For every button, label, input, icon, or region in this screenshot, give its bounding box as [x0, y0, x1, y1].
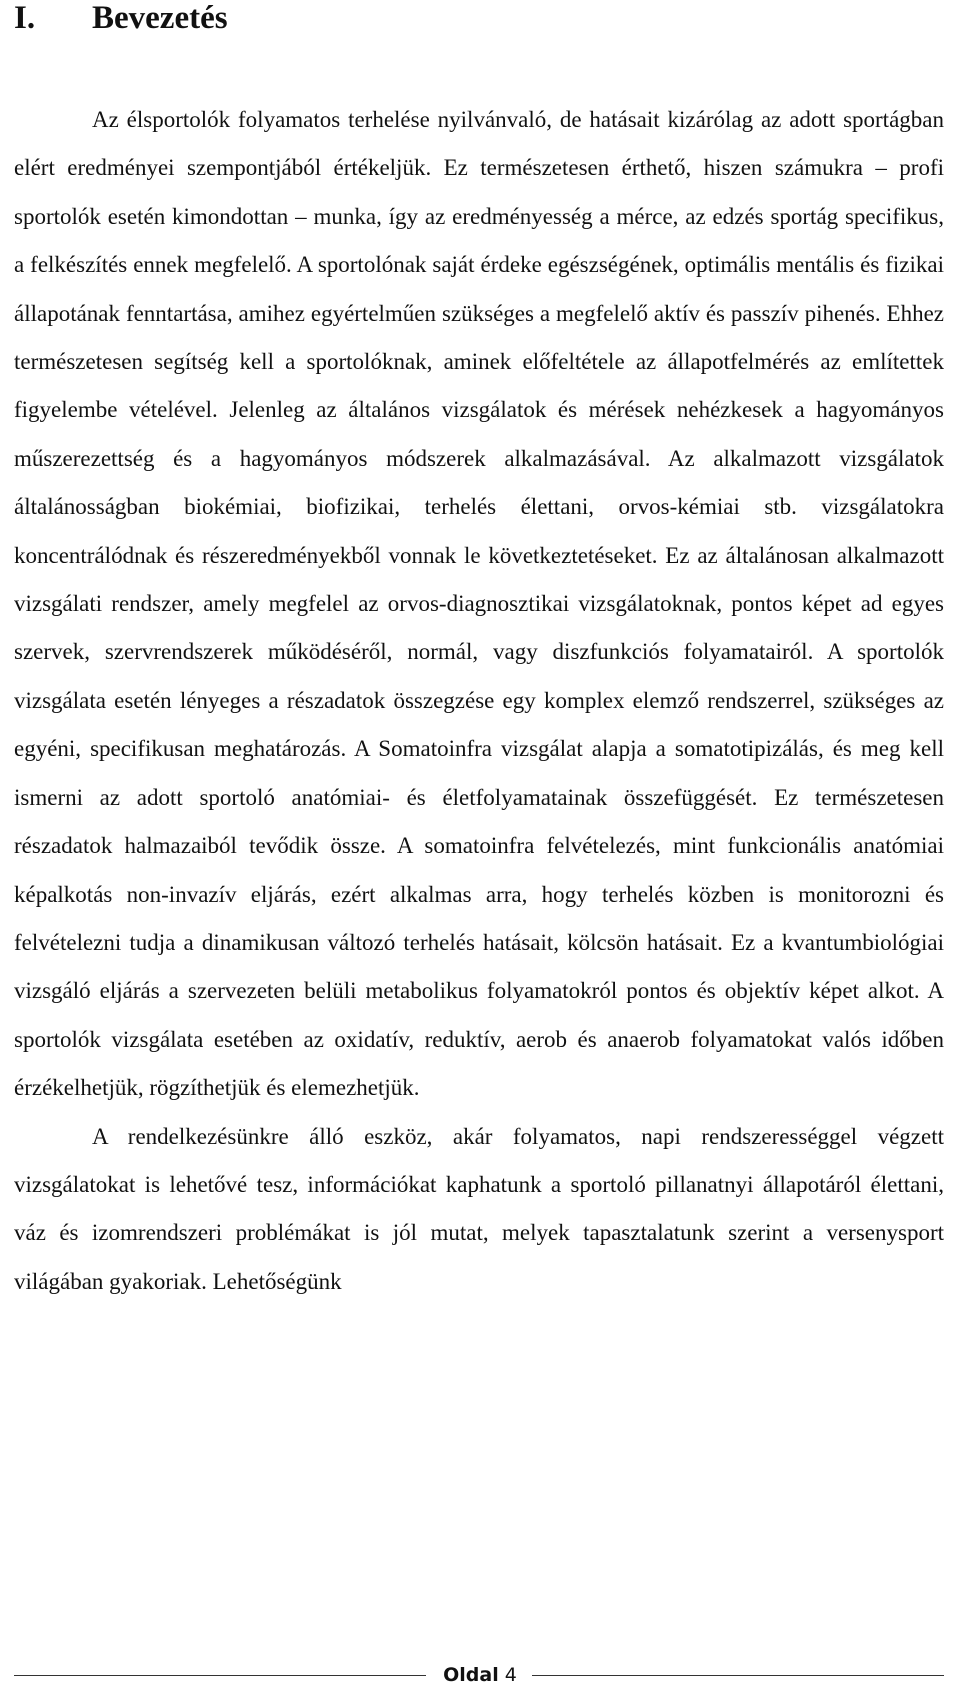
- page-word: Oldal: [443, 1664, 499, 1686]
- chapter-heading: [14, 0, 228, 36]
- footer-rule-right: [532, 1675, 944, 1676]
- body-text: [14, 96, 944, 1306]
- chapter-number: I.: [14, 0, 36, 36]
- page-footer: [0, 1661, 960, 1689]
- paragraph-2: A rendelkezésünkre álló eszköz, akár folyamatos, napi rendszerességgel végzett vizsgálatokat is lehetővé tesz, információkat kaphatunk a sportoló pillanatnyi állapotáról élettani, váz és izomrendszeri problémákat is jól mutat, melyek tapasztalatunk szerint a versenysport világában gyakoriak. Lehetőségünk: [14, 1123, 944, 1294]
- page-number-label: [430, 1661, 530, 1689]
- footer-rule-left: [14, 1675, 426, 1676]
- paragraph-1: Az élsportolók folyamatos terhelése nyilvánvaló, de hatásait kizárólag az adott sportágban elért eredményei szempontjából értékeljük. Ez természetesen érthető, hiszen számukra – profi sportolók esetén kimondottan – munka, így az eredményesség a mérce, az edzés sportág specifikus, a felkészítés ennek megfelelő. A sportolónak saját érdeke egészségének, optimális mentális és fizikai állapotának fenntartása, amihez egyértelműen szükséges a megfelelő aktív és passzív pihenés. Ehhez természetesen segítség kell a sportolóknak, aminek előfeltétele az állapotfelmérés az említettek figyelembe vételével. Jelenleg az általános vizsgálatok és mérések nehézkesek a hagyományos műszerezettség és a hagyományos módszerek alkalmazásával. Az alkalmazott vizsgálatok általánosságban biokémiai, biofizikai, terhelés élettani, orvos-kémiai stb. vizsgálatokra koncentrálódnak és részeredményekből vonnak le következtetéseket. Ez az általánosan alkalmazott vizsgálati rendszer, amely megfelel az orvos-diagnosztikai vizsgálatoknak, pontos képet ad egyes szervek, szervrendszerek működéséről, normál, vagy diszfunkciós folyamatairól. A sportolók vizsgálata esetén lényeges a részadatok összegzése egy komplex elemző rendszerrel, szükséges az egyéni, specifikusan meghatározás. A Somatoinfra vizsgálat alapja a somatotipizálás, és meg kell ismerni az adott sportoló anatómiai- és életfolyamatainak összefüggését. Ez természetesen részadatok halmazaiból tevődik össze. A somatoinfra felvételezés, mint funkcionális anatómiai képalkotás non-invazív eljárás, ezért alkalmas arra, hogy terhelés közben is monitorozni és felvételezni tudja a dinamikusan változó terhelés hatásait, kölcsön hatásait. Ez a kvantumbiológiai vizsgáló eljárás a szervezeten belüli metabolikus folyamatokról pontos és objektív képet alkot. A sportolók vizsgálata esetében az oxidatív, reduktív, aerob és anaerob folyamatokat valós időben érzékelhetjük, rögzíthetjük és elemezhetjük.: [14, 107, 944, 1101]
- chapter-title: Bevezetés: [92, 0, 228, 36]
- page-number: 4: [504, 1664, 517, 1686]
